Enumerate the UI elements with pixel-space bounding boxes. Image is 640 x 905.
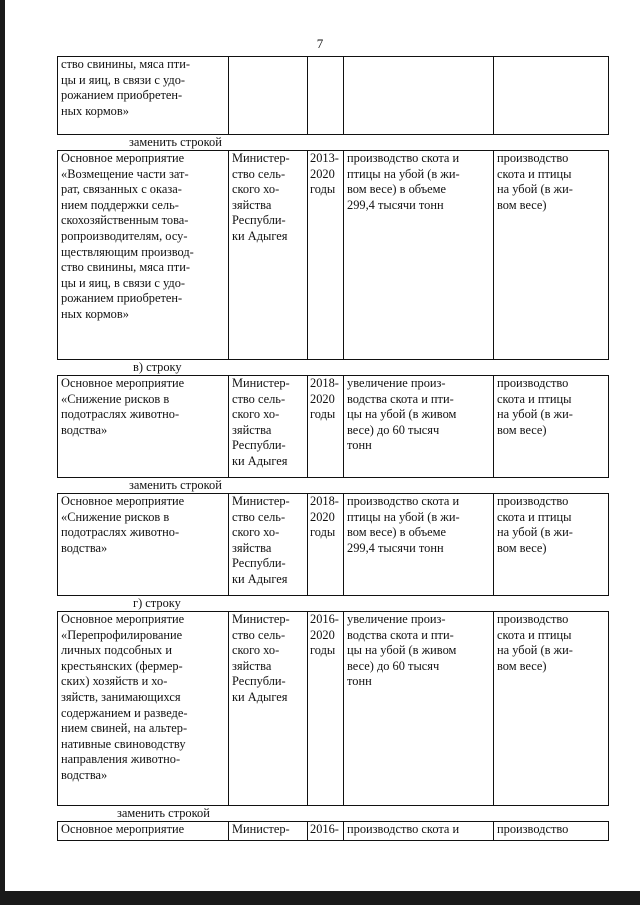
cell-result: производство скота и птицы на убой (в жи- вом весе) в объеме 299,4 тысячи тонн bbox=[344, 151, 494, 360]
instruction-line bbox=[57, 135, 608, 150]
cell-result: увеличение произ- водства скота и пти- цы на убой (в живом весе) до 60 тысяч тонн bbox=[344, 612, 494, 806]
instruction-text: заменить строкой bbox=[129, 135, 222, 149]
cell-indicator: производство скота и птицы на убой (в жи- вом весе) bbox=[494, 612, 609, 806]
table-row bbox=[58, 494, 609, 596]
table-row bbox=[58, 612, 609, 806]
instruction-line bbox=[57, 360, 608, 375]
cell-executor: Министер- ство сель- ского хо- зяйства Республи- ки Адыгея bbox=[229, 494, 308, 596]
table-replacement-c bbox=[57, 493, 609, 596]
instruction-text: в) строку bbox=[133, 360, 182, 374]
table-continued bbox=[57, 56, 609, 135]
cell-indicator: производство скота и птицы на убой (в жи- вом весе) bbox=[494, 151, 609, 360]
instruction-line bbox=[57, 478, 608, 493]
cell-years: 2016- 2020 годы bbox=[308, 612, 344, 806]
cell-result: увеличение произ- водства скота и пти- цы на убой (в живом весе) до 60 тысяч тонн bbox=[344, 376, 494, 478]
cell-executor: Министер- ство сель- ского хо- зяйства Республи- ки Адыгея bbox=[229, 151, 308, 360]
cell-years: 2013- 2020 годы bbox=[308, 151, 344, 360]
cell-years: 2018- 2020 годы bbox=[308, 376, 344, 478]
cell-executor bbox=[229, 57, 308, 135]
cell-executor: Министер- ство сель- ского хо- зяйства Республи- ки Адыгея bbox=[229, 376, 308, 478]
cell-executor: Министер- bbox=[229, 822, 308, 841]
cell-indicator: производство скота и птицы на убой (в жи- вом весе) bbox=[494, 494, 609, 596]
table-row-b bbox=[57, 375, 609, 478]
cell-indicator bbox=[494, 57, 609, 135]
table-row bbox=[58, 57, 609, 135]
cell-activity: Основное мероприятие «Возмещение части зат- рат, связанных с оказа- нием поддержки сель- скохозяйственным това- ропроизводителям, осу- ществляющим производ- ство свинины, мяса пти- цы и яиц, в связи с удо- рожанием приобретен- ных кормов» bbox=[58, 151, 229, 360]
cell-executor: Министер- ство сель- ского хо- зяйства Республи- ки Адыгея bbox=[229, 612, 308, 806]
cell-years: 2016- bbox=[308, 822, 344, 841]
cell-activity: Основное мероприятие «Перепрофилирование личных подсобных и крестьянских (фермер- ских) хозяйств и хо- зяйств, занимающихся содержанием и разведе- нием свиней, на альтер- нативные свиноводству направления животно- водства» bbox=[58, 612, 229, 806]
cell-result: производство скота и bbox=[344, 822, 494, 841]
instruction-line bbox=[57, 596, 608, 611]
page-number: 7 bbox=[316, 36, 324, 51]
scan-left-edge bbox=[0, 0, 5, 905]
table-replacement-e bbox=[57, 821, 609, 841]
cell-years bbox=[308, 57, 344, 135]
cell-activity: Основное мероприятие «Снижение рисков в подотраслях животно- водства» bbox=[58, 494, 229, 596]
cell-result: производство скота и птицы на убой (в жи- вом весе) в объеме 299,4 тысячи тонн bbox=[344, 494, 494, 596]
scan-bottom-edge bbox=[0, 891, 640, 905]
instruction-line bbox=[57, 806, 608, 821]
table-row bbox=[58, 151, 609, 360]
document-body bbox=[57, 56, 608, 841]
instruction-text: г) строку bbox=[133, 596, 181, 610]
cell-activity: Основное мероприятие «Снижение рисков в подотраслях животно- водства» bbox=[58, 376, 229, 478]
table-row bbox=[58, 376, 609, 478]
cell-result bbox=[344, 57, 494, 135]
cell-activity: Основное мероприятие bbox=[58, 822, 229, 841]
table-row bbox=[58, 822, 609, 841]
table-row-d bbox=[57, 611, 609, 806]
cell-years: 2018- 2020 годы bbox=[308, 494, 344, 596]
instruction-text: заменить строкой bbox=[129, 478, 222, 492]
cell-indicator: производство скота и птицы на убой (в жи- вом весе) bbox=[494, 376, 609, 478]
instruction-text: заменить строкой bbox=[117, 806, 210, 820]
table-replacement-a bbox=[57, 150, 609, 360]
cell-activity: ство свинины, мяса пти- цы и яиц, в связи с удо- рожанием приобретен- ных кормов» bbox=[58, 57, 229, 135]
cell-indicator: производство bbox=[494, 822, 609, 841]
